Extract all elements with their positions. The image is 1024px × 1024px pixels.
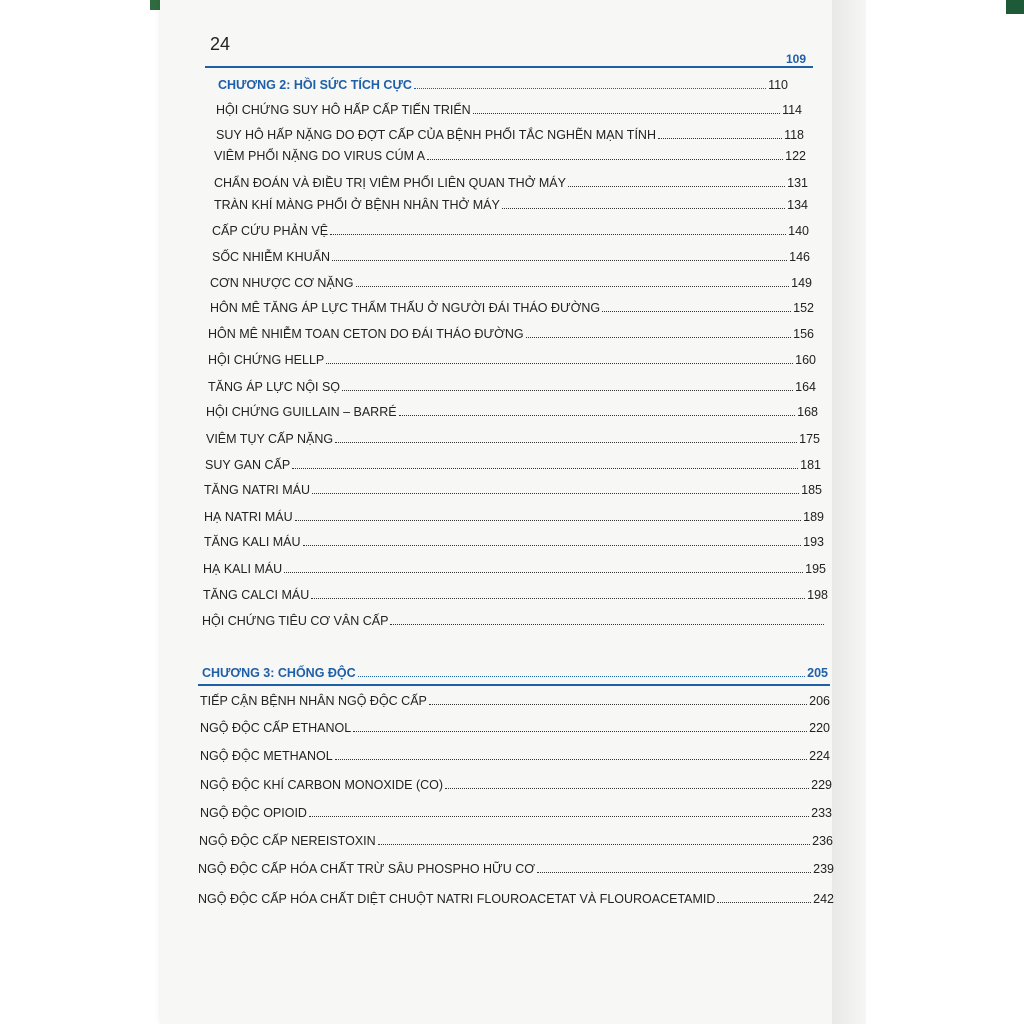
entry-page: 193 — [803, 535, 824, 549]
dot-leader — [717, 902, 811, 903]
toc-entry — [210, 301, 814, 315]
toc-entry — [205, 458, 821, 472]
toc-entry — [204, 483, 822, 497]
entry-title: VIÊM TỤY CẤP NẶNG — [206, 432, 334, 446]
chapter-page: 205 — [807, 666, 828, 680]
entry-title: TRÀN KHÍ MÀNG PHỔI Ở BỆNH NHÂN THỞ MÁY — [214, 198, 500, 212]
toc-entry — [214, 176, 808, 190]
entry-title: TIẾP CẬN BỆNH NHÂN NGỘ ĐỘC CẤP — [200, 694, 427, 708]
toc-entry — [208, 353, 816, 367]
entry-page: 140 — [788, 224, 809, 238]
entry-page: 175 — [799, 432, 820, 446]
entry-page: 156 — [793, 327, 814, 341]
entry-page: 122 — [785, 149, 806, 163]
toc-entry — [203, 588, 828, 602]
entry-title: HÔN MÊ TĂNG ÁP LỰC THẨM THẤU Ở NGƯỜI ĐÁI THÁO ĐƯỜNG — [210, 301, 601, 315]
dot-leader — [427, 159, 783, 160]
entry-title: HÔN MÊ NHIỄM TOAN CETON DO ĐÁI THÁO ĐƯỜNG — [208, 327, 524, 341]
toc-entry — [216, 128, 804, 142]
chapter-title: CHƯƠNG 2: HỒI SỨC TÍCH CỰC — [218, 78, 412, 92]
toc-entry — [212, 224, 809, 238]
toc-entry — [204, 535, 824, 549]
entry-page: 220 — [809, 721, 830, 735]
toc-entry — [204, 510, 824, 524]
entry-title: CƠN NHƯỢC CƠ NẶNG — [210, 276, 354, 290]
dot-leader — [390, 624, 824, 625]
toc-entry — [212, 250, 810, 264]
entry-title: NGỘ ĐỘC CẤP ETHANOL — [200, 721, 352, 735]
toc-entry — [200, 749, 830, 763]
entry-page: 168 — [797, 405, 818, 419]
chapter-heading — [218, 78, 788, 92]
dot-leader — [356, 286, 790, 287]
toc-entry — [200, 778, 832, 792]
dot-leader — [295, 520, 801, 521]
toc-entry — [202, 614, 826, 628]
toc-entry — [206, 405, 818, 419]
dot-leader — [568, 186, 785, 187]
entry-page: 242 — [813, 892, 834, 906]
entry-page: 189 — [803, 510, 824, 524]
entry-page: 114 — [782, 103, 802, 117]
entry-page: 224 — [809, 749, 830, 763]
chapter-bottom-rule — [198, 684, 830, 686]
page-number: 24 — [210, 34, 231, 54]
dot-leader — [358, 676, 805, 677]
dot-leader — [335, 759, 807, 760]
toc-entry — [216, 103, 802, 117]
toc-entry — [206, 432, 820, 446]
entry-title: NGỘ ĐỘC CẤP NEREISTOXIN — [199, 834, 376, 848]
entry-page: 206 — [809, 694, 830, 708]
chapter-title: CHƯƠNG 3: CHỐNG ĐỘC — [202, 666, 356, 680]
entry-title: NGỘ ĐỘC OPIOID — [200, 806, 307, 820]
entry-title: SUY HÔ HẤP NẶNG DO ĐỢT CẤP CỦA BỆNH PHỔI TẮC NGHẼN MẠN TÍNH — [216, 128, 656, 142]
entry-page: 118 — [784, 128, 804, 142]
dot-leader — [414, 88, 766, 89]
entry-title: TĂNG NATRI MÁU — [204, 483, 311, 497]
entry-page: 233 — [811, 806, 832, 820]
dot-leader — [309, 816, 809, 817]
toc-entry — [208, 327, 814, 341]
entry-title: HẠ NATRI MÁU — [204, 510, 293, 524]
dot-leader — [445, 788, 809, 789]
entry-page: 236 — [812, 834, 833, 848]
toc-entry — [208, 380, 816, 394]
entry-title: SUY GAN CẤP — [205, 458, 291, 472]
previous-chapter-page: 109 — [785, 52, 806, 66]
dot-leader — [330, 234, 786, 235]
dot-leader — [342, 390, 793, 391]
entry-title: TĂNG CALCI MÁU — [203, 588, 310, 602]
entry-title: HỘI CHỨNG HELLP — [208, 353, 325, 367]
page-edge-shadow — [832, 0, 866, 1024]
entry-title: TĂNG ÁP LỰC NỘI SỌ — [208, 380, 341, 394]
toc-entry — [210, 276, 812, 290]
entry-title: HỘI CHỨNG TIÊU CƠ VÂN CẤP — [202, 614, 389, 628]
entry-page: 146 — [789, 250, 810, 264]
dot-leader — [526, 337, 792, 338]
dot-leader — [602, 311, 791, 312]
dot-leader — [303, 545, 802, 546]
toc-entry — [200, 694, 830, 708]
entry-page: 134 — [787, 198, 808, 212]
entry-page: 149 — [791, 276, 812, 290]
entry-page: 195 — [805, 562, 826, 576]
entry-page: 160 — [795, 353, 816, 367]
chapter-page: 110 — [768, 78, 788, 92]
toc-entry — [214, 149, 806, 163]
dot-leader — [473, 113, 780, 114]
entry-title: NGỘ ĐỘC CẤP HÓA CHẤT DIỆT CHUỘT NATRI FLOUROACETAT VÀ FLOUROACETAMID — [198, 892, 716, 906]
dot-leader — [378, 844, 810, 845]
dot-leader — [658, 138, 782, 139]
entry-title: TĂNG KALI MÁU — [204, 535, 301, 549]
toc-entry — [198, 892, 834, 906]
dot-leader — [537, 872, 811, 873]
entry-title: CHẨN ĐOÁN VÀ ĐIỀU TRỊ VIÊM PHỔI LIÊN QUAN THỞ MÁY — [214, 176, 566, 190]
entry-title: HỘI CHỨNG SUY HÔ HẤP CẤP TIẾN TRIỂN — [216, 103, 471, 117]
dot-leader — [353, 731, 807, 732]
entry-page: 185 — [801, 483, 822, 497]
dot-leader — [332, 260, 787, 261]
entry-page: 239 — [813, 862, 834, 876]
dot-leader — [312, 493, 799, 494]
entry-page: 198 — [807, 588, 828, 602]
entry-title: CẤP CỨU PHẢN VỆ — [212, 224, 329, 238]
book-cover-edge — [1006, 0, 1024, 14]
toc-entry — [214, 198, 808, 212]
entry-title: HẠ KALI MÁU — [203, 562, 283, 576]
dot-leader — [429, 704, 807, 705]
dot-leader — [311, 598, 805, 599]
entry-title: NGỘ ĐỘC KHÍ CARBON MONOXIDE (CO) — [200, 778, 444, 792]
entry-page: 131 — [787, 176, 808, 190]
toc-entry — [199, 834, 833, 848]
toc-entry — [198, 862, 834, 876]
entry-title: NGỘ ĐỘC METHANOL — [200, 749, 333, 763]
entry-page: 229 — [811, 778, 832, 792]
dot-leader — [326, 363, 793, 364]
toc-entry — [200, 721, 830, 735]
chapter-top-rule — [205, 66, 813, 68]
entry-title: NGỘ ĐỘC CẤP HÓA CHẤT TRỪ SÂU PHOSPHO HỮU CƠ — [198, 862, 535, 876]
chapter-heading — [202, 666, 828, 680]
entry-title: VIÊM PHỔI NẶNG DO VIRUS CÚM A — [214, 149, 426, 163]
dot-leader — [399, 415, 796, 416]
dot-leader — [335, 442, 797, 443]
entry-page: 181 — [800, 458, 821, 472]
toc-entry — [203, 562, 826, 576]
dot-leader — [502, 208, 785, 209]
entry-title: SỐC NHIỄM KHUẨN — [212, 250, 331, 264]
entry-page: 152 — [793, 301, 814, 315]
dot-leader — [292, 468, 798, 469]
dot-leader — [284, 572, 803, 573]
toc-entry — [200, 806, 832, 820]
entry-title: HỘI CHỨNG GUILLAIN – BARRÉ — [206, 405, 397, 419]
entry-page: 164 — [795, 380, 816, 394]
